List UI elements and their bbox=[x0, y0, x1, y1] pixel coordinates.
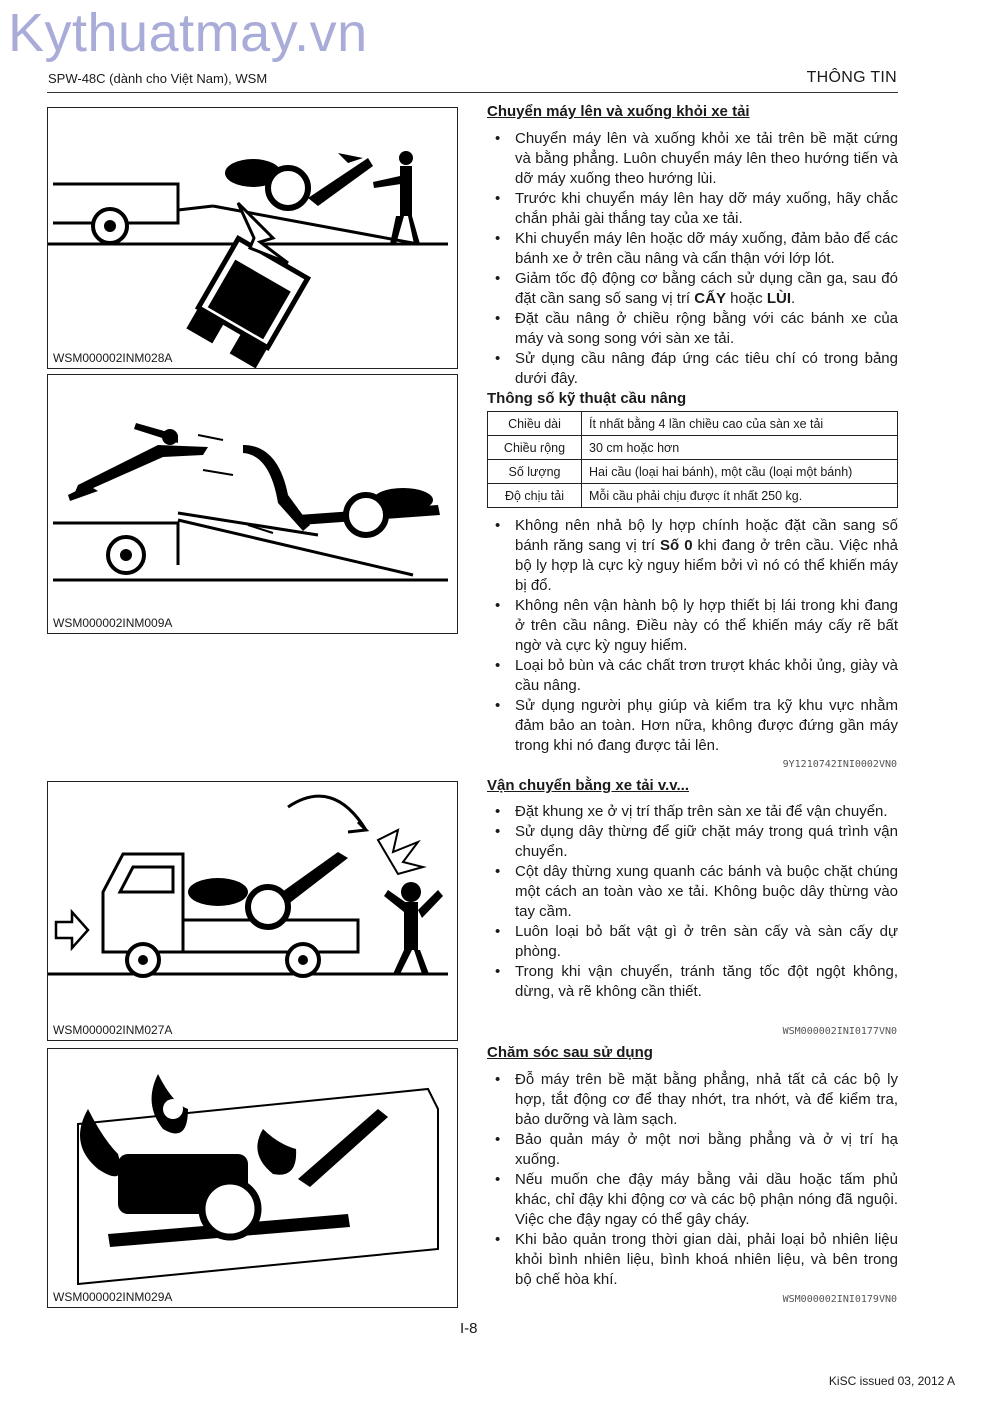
table-key: Độ chịu tải bbox=[488, 484, 582, 508]
table-row bbox=[488, 436, 898, 460]
list-item: • Sử dụng cầu nâng đáp ứng các tiêu chí có trong bảng dưới đây. bbox=[487, 349, 898, 389]
list-item: • Luôn loại bỏ bất vật gì ở trên sàn cấy và sàn cấy dự phòng. bbox=[487, 922, 898, 962]
list-item: • Trong khi vận chuyển, tránh tăng tốc đột ngột không, dừng, và rẽ không cần thiết. bbox=[487, 962, 898, 1002]
table-row bbox=[488, 412, 898, 436]
list-item: • Đỗ máy trên bề mặt bằng phẳng, nhả tất cả các bộ ly hợp, tắt động cơ để thay nhớt, tra nhớt, và để kiểm tra, bảo dưỡng và làm sạch. bbox=[487, 1070, 898, 1130]
page-number: I-8 bbox=[460, 1320, 478, 1337]
list-item: • Sử dụng dây thừng để giữ chặt máy trong quá trình vận chuyển. bbox=[487, 822, 898, 862]
watermark: Kythuatmay.vn bbox=[8, 3, 368, 63]
ramp-spec-table bbox=[487, 411, 898, 508]
ramp-fall-illustration bbox=[48, 375, 458, 634]
document-title: SPW-48C (dành cho Việt Nam), WSM bbox=[48, 71, 268, 86]
figure-code: WSM000002INM027A bbox=[53, 1023, 173, 1037]
transport-bullets bbox=[487, 802, 898, 1002]
table-row bbox=[488, 460, 898, 484]
table-key: Số lượng bbox=[488, 460, 582, 484]
list-item: • Đặt khung xe ở vị trí thấp trên sàn xe tải để vận chuyển. bbox=[487, 802, 898, 822]
section-heading-care: Chăm sóc sau sử dụng bbox=[487, 1044, 653, 1061]
list-item: • Bảo quản máy ở một nơi bằng phẳng và ở vị trí hạ xuống. bbox=[487, 1130, 898, 1170]
loading-bullets-after bbox=[487, 516, 898, 756]
loading-bullets bbox=[487, 129, 898, 389]
list-item: • Nếu muốn che đậy máy bằng vải dầu hoặc tấm phủ khác, chỉ đậy khi động cơ và các bộ phận nóng đã nguội. Việc che đậy ngay có thể gây cháy. bbox=[487, 1170, 898, 1230]
care-bullets bbox=[487, 1070, 898, 1290]
fire-hazard-illustration bbox=[48, 1049, 458, 1308]
header-rule bbox=[47, 92, 898, 93]
figure-code: WSM000002INM029A bbox=[53, 1290, 173, 1304]
list-item: • Chuyển máy lên và xuống khỏi xe tải trên bề mặt cứng và bằng phẳng. Luôn chuyển máy lên theo hướng tiến và dỡ máy xuống theo hướng lùi. bbox=[487, 129, 898, 189]
list-item: • Sử dụng người phụ giúp và kiểm tra kỹ khu vực nhằm đảm bảo an toàn. Hơn nữa, không được đứng gần máy trong khi nó đang được tải lên. bbox=[487, 696, 898, 756]
truck-transport-illustration bbox=[48, 782, 458, 1041]
list-item: • Không nên nhả bộ ly hợp chính hoặc đặt cần sang số bánh răng sang vị trí Số 0 khi đang ở trên cầu. Việc nhả bộ ly hợp là cực kỳ nguy hiểm bởi vì nó có thể khiến máy bị đổ. bbox=[487, 516, 898, 596]
list-item: • Khi bảo quản trong thời gian dài, phải loại bỏ nhiên liệu khỏi bình nhiên liệu, bình khoá nhiên liệu, và bên trong bộ chế hòa khí. bbox=[487, 1230, 898, 1290]
table-value: Hai cầu (loại hai bánh), một cầu (loại một bánh) bbox=[582, 460, 898, 484]
loading-ramp-illustration bbox=[48, 108, 458, 369]
figure-fire-hazard bbox=[47, 1048, 458, 1308]
figure-loading-ramp bbox=[47, 107, 458, 369]
figure-ramp-fall bbox=[47, 374, 458, 634]
table-key: Chiều dài bbox=[488, 412, 582, 436]
table-value: Mỗi cầu phải chịu được ít nhất 250 kg. bbox=[582, 484, 898, 508]
list-item: • Loại bỏ bùn và các chất trơn trượt khác khỏi ủng, giày và cầu nâng. bbox=[487, 656, 898, 696]
section-heading-transport: Vận chuyển bằng xe tải v.v... bbox=[487, 777, 690, 794]
list-item: • Trước khi chuyển máy lên hay dỡ máy xuống, hãy chắc chắn phải gài thắng tay của xe tải. bbox=[487, 189, 898, 229]
table-key: Chiều rộng bbox=[488, 436, 582, 460]
reference-code: 9Y1210742INI0002VN0 bbox=[782, 759, 897, 770]
table-value: 30 cm hoặc hơn bbox=[582, 436, 898, 460]
reference-code: WSM000002INI0177VN0 bbox=[782, 1026, 897, 1037]
reference-code: WSM000002INI0179VN0 bbox=[782, 1294, 897, 1305]
list-item: • Đặt cầu nâng ở chiều rộng bằng với các bánh xe của máy và song song với sàn xe tải. bbox=[487, 309, 898, 349]
list-item: • Giảm tốc độ động cơ bằng cách sử dụng cần ga, sau đó đặt cần sang số sang vị trí CẤY hoặc LÙI. bbox=[487, 269, 898, 309]
figure-truck-transport bbox=[47, 781, 458, 1041]
footer-issue: KiSC issued 03, 2012 A bbox=[828, 1374, 955, 1388]
figure-code: WSM000002INM028A bbox=[53, 351, 173, 365]
table-row bbox=[488, 484, 898, 508]
section-title: THÔNG TIN bbox=[806, 69, 897, 86]
figure-code: WSM000002INM009A bbox=[53, 616, 173, 630]
table-title: Thông số kỹ thuật cầu nâng bbox=[487, 390, 687, 407]
table-value: Ít nhất bằng 4 lần chiều cao của sàn xe tải bbox=[582, 412, 898, 436]
list-item: • Khi chuyển máy lên hoặc dỡ máy xuống, đảm bảo để các bánh xe ở trên cầu nâng và cẩn thận với lớp lót. bbox=[487, 229, 898, 269]
section-heading-loading: Chuyển máy lên và xuống khỏi xe tải bbox=[487, 103, 750, 120]
list-item: • Cột dây thừng xung quanh các bánh và buộc chặt chúng một cách an toàn vào xe tải. Không buộc dây thừng vào tay cầm. bbox=[487, 862, 898, 922]
list-item: • Không nên vận hành bộ ly hợp thiết bị lái trong khi đang ở trên cầu nâng. Điều này có thể khiến máy cấy rẽ bất ngờ và cực kỳ nguy hiểm. bbox=[487, 596, 898, 656]
